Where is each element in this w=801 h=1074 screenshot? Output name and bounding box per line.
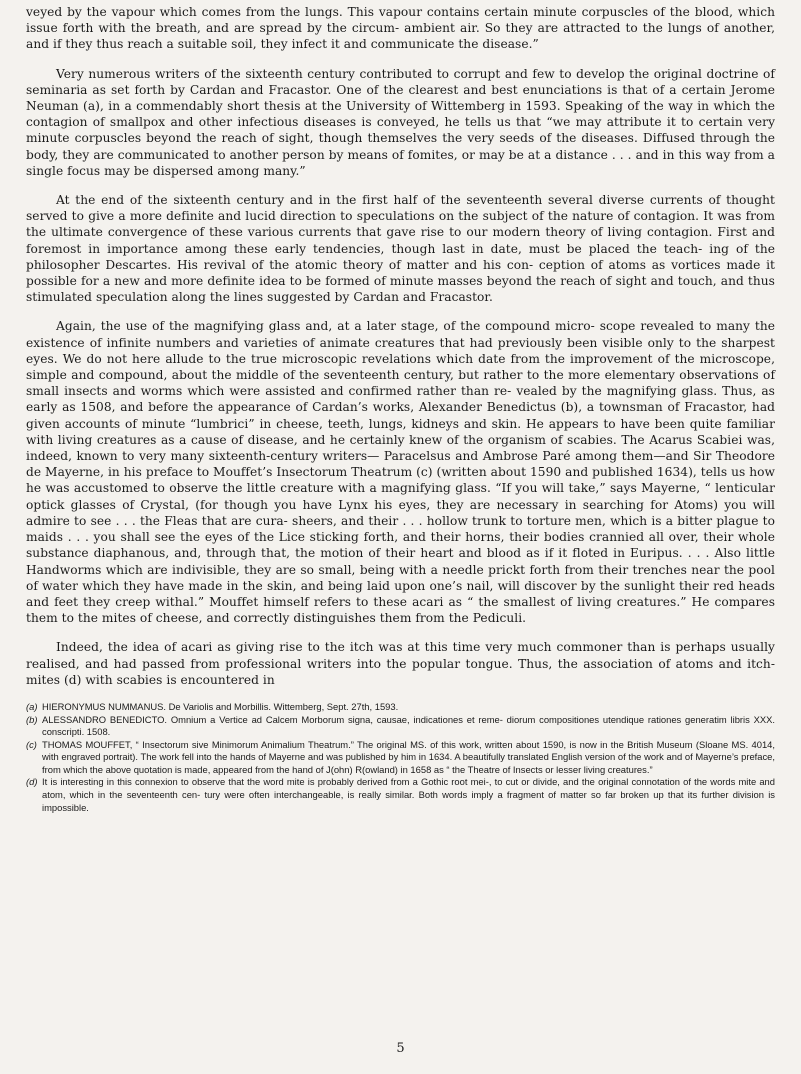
footnote-c — [26, 739, 775, 777]
footnote-b — [26, 714, 775, 739]
footnote-a — [26, 701, 775, 714]
page-number: 5 — [396, 1041, 405, 1056]
footnote-mark: (d) — [26, 776, 38, 788]
footnote-text: HIERONYMUS NUMMANUS. De Variolis and Morbillis. Wittemberg, Sept. 27th, 1593. — [42, 700, 399, 712]
footnote-mark: (b) — [26, 713, 38, 725]
paragraph-3: At the end of the sixteenth century and in the first half of the seventeenth several diverse currents of thought served to give a more definite and lucid direction to speculations on the subject of the nature of contagion. It was from the ultimate convergence of these various currents that gave rise to our modern theory of living contagion. First and foremost in importance among these early tendencies, though last in date, must be placed the teach- ing of the philosopher Descartes. His revival of the atomic theory of matter and his con- ception of atoms as vortices made it possible for a new and more definite idea to be formed of minute masses beyond the reach of sight and touch, and thus stimulated speculation along the lines suggested by Cardan and Fracastor. — [26, 193, 775, 305]
body-text — [26, 4, 775, 688]
footnote-mark: (a) — [26, 700, 38, 712]
paragraph-4: Again, the use of the magnifying glass and, at a later stage, of the compound micro- scope revealed to many the existence of infinite numbers and varieties of animate creatures that had previously been visible only to the sharpest eyes. We do not here allude to the true microscopic revelations which date from the improvement of the microscope, simple and compound, about the middle of the seventeenth century, but rather to the more elementary observations of small insects and worms which were assisted and confirmed rather than re- vealed by the magnifying glass. Thus, as early as 1508, and before the appearance of Cardan’s works, Alexander Benedictus (b), a townsman of Fracastor, had given accounts of minute “lumbrici” in cheese, teeth, lungs, kidneys and skin. He appears to have been quite familiar with living creatures as a cause of disease, and he certainly knew of the organism of scabies. The Acarus Scabiei was, indeed, known to very many sixteenth-century writers— Paracelsus and Ambrose Paré among them—and Sir Theodore de Mayerne, in his preface to Mouffet’s Insectorum Theatrum (c) (written about 1590 and published 1634), tells us how he was accustomed to observe the little creature with a magnifying glass. “If you will take,” says Mayerne, “ lenticular optick glasses of Crystal, (for though you have Lynx his eyes, they are necessary in searching for Atoms) you will admire to see . . . the Fleas that are cura- sheers, and their . . . hollow trunk to torture men, which is a bitter plague to maids . . . you shall see the eyes of the Lice sticking forth, and their horns, their bodies crannied all over, their whole substance diaphanous, and, through that, the motion of their heart and blood as if it floted in Euripus. . . . Also little Handworms which are indivisible, they are so small, being with a needle prickt forth from their trenches near the pool of water which they have made in the skin, and being laid upon one’s nail, will discover by the sunlight their red heads and feet they creep withal.” Mouffet himself refers to these acari as “ the smallest of living creatures.” He compares them to the mites of cheese, and correctly distinguishes them from the Pediculi. — [26, 319, 775, 626]
footnote-text: It is interesting in this connexion to observe that the word mite is probably derived from a Gothic root mei-, to cut or divide, and the original connotation of the words mite and atom, which in the seventeenth cen- tury were often interchangeable, is really similar. Both words imply a fragment of matter so far broken up that its further division is impossible. — [42, 776, 775, 813]
footnotes — [26, 701, 775, 814]
paragraph-5: Indeed, the idea of acari as giving rise to the itch was at this time very much commoner than is perhaps usually realised, and had passed from professional writers into the popular tongue. Thus, the association of atoms and itch-mites (d) with scabies is encountered in — [26, 640, 775, 687]
footnote-mark: (c) — [26, 738, 37, 750]
footnote-text: ALESSANDRO BENEDICTO. Omnium a Vertice ad Calcem Morborum signa, causae, indicationes et reme- diorum compositiones utendique rationes generatim libris XXX. conscripti. 1508. — [42, 713, 775, 738]
footnote-d — [26, 776, 775, 814]
paragraph-2: Very numerous writers of the sixteenth century contributed to corrupt and few to develop the original doctrine of seminaria as set forth by Cardan and Fracastor. One of the clearest and best enunciations is that of a certain Jerome Neuman (a), in a commendably short thesis at the University of Wittemberg in 1593. Speaking of the way in which the contagion of smallpox and other infectious diseases is conveyed, he tells us that “we may attribute it to certain very minute corpuscles beyond the reach of sight, though themselves the very seeds of the diseases. Diffused through the body, they are communicated to another person by means of fomites, or may be at a distance . . . and in this way from a single focus may be dispersed among many.” — [26, 66, 775, 178]
footnote-text: THOMAS MOUFFET, “ Insectorum sive Minimorum Animalium Theatrum.” The original MS. of this work, written about 1590, is now in the British Museum (Sloane MS. 4014, with engraved portrait). The work fell into the hands of Mayerne and was published by him in 1634. A beautifully translated English version of the work and of Mayerne’s preface, from which the above quotation is made, appeared from the hand of J(ohn) R(owland) in 1658 as “ the Theatre of Insects or lesser living creatures.” — [42, 738, 775, 775]
paragraph-1: veyed by the vapour which comes from the lungs. This vapour contains certain minute corpuscles of the blood, which issue forth with the breath, and are spread by the circum- ambient air. So they are attracted to the lungs of another, and if they thus reach a suitable soil, they infect it and communicate the disease.” — [26, 5, 775, 52]
